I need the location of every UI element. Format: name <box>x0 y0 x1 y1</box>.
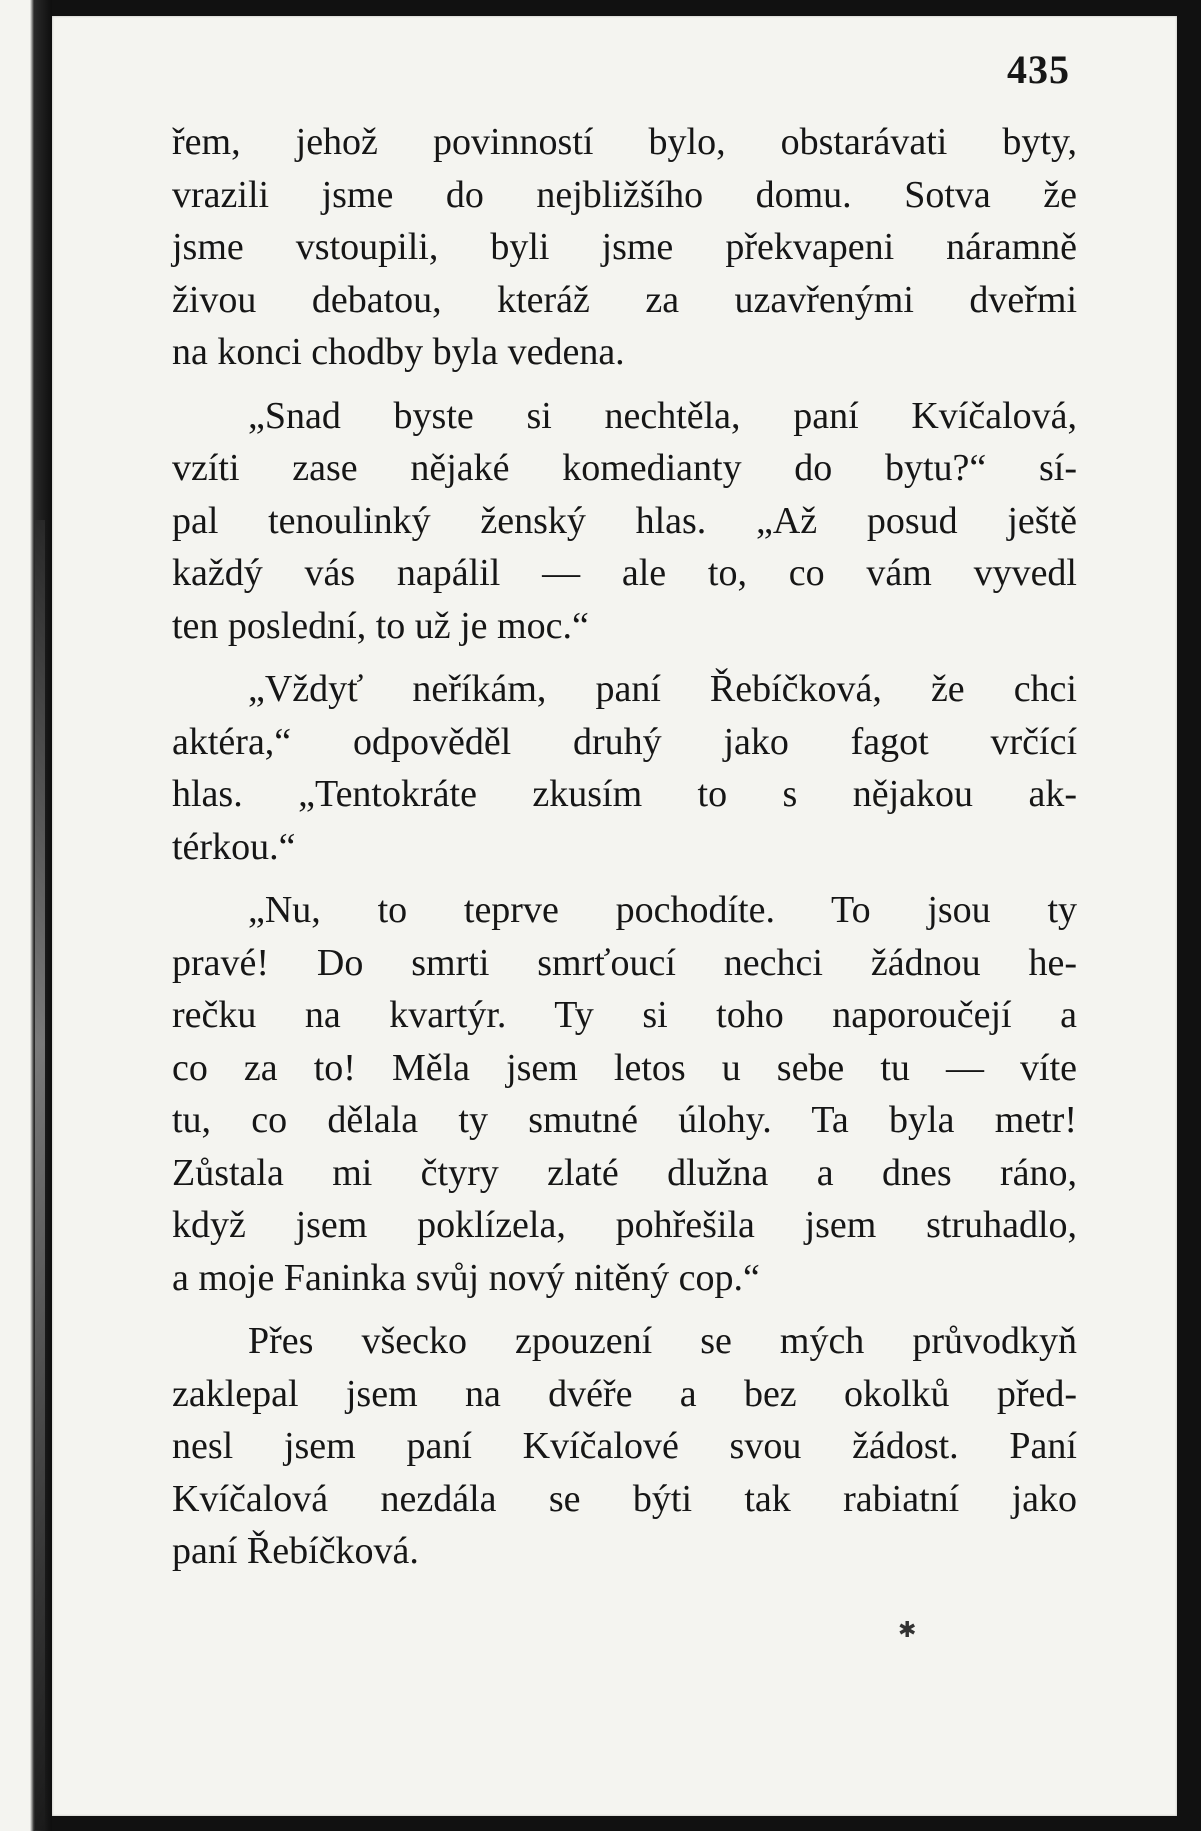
text-line: paní Řebíčková. <box>172 1530 419 1572</box>
text-line: „Vždyť neříkám, paní Řebíčková, že chci <box>248 668 1077 710</box>
text-line: Zůstala mi čtyry zlaté dlužna a dnes ráno, <box>172 1151 1077 1194</box>
text-line: ten poslední, to už je moc.“ <box>172 604 589 647</box>
text-line: rečku na kvartýr. Ty si toho naporoučejí a <box>172 994 1077 1036</box>
text-line: aktéra,“ odpověděl druhý jako fagot vrčící <box>172 720 1077 763</box>
text-line: pravé! Do smrti smrťoucí nechci žádnou he- <box>172 941 1077 984</box>
text-line: „Snad byste si nechtěla, paní Kvíčalová, <box>248 394 1077 437</box>
text-line: tu, co dělala ty smutné úlohy. Ta byla metr! <box>172 1099 1077 1141</box>
text-line: jsme vstoupili, byli jsme překvapeni náramně <box>172 226 1077 268</box>
stray-mark-icon: ✱ <box>898 1618 917 1643</box>
text-line: co za to! Měla jsem letos u sebe tu — víte <box>172 1046 1077 1089</box>
paragraph <box>172 1315 1077 1578</box>
text-line: Kvíčalová nezdála se býti tak rabiatní jako <box>172 1477 1077 1520</box>
text-line: na konci chodby byla vedena. <box>172 331 625 373</box>
paragraph <box>172 116 1077 379</box>
text-line: vrazili jsme do nejbližšího domu. Sotva že <box>172 173 1077 216</box>
paragraph <box>172 390 1077 653</box>
body-text <box>172 116 1077 1578</box>
book-page <box>52 16 1177 1816</box>
text-line: živou debatou, kteráž za uzavřenými dveřmi <box>172 278 1077 321</box>
binding-shadow <box>35 520 45 1830</box>
page-number: 435 <box>1007 47 1070 92</box>
text-line: když jsem poklízela, pohřešila jsem struhadlo, <box>172 1204 1077 1246</box>
text-line: zaklepal jsem na dvéře a bez okolků před- <box>172 1372 1077 1415</box>
text-line: térkou.“ <box>172 825 296 868</box>
text-line: a moje Faninka svůj nový nitěný cop.“ <box>172 1256 760 1299</box>
paragraph <box>172 884 1077 1304</box>
paragraph <box>172 663 1077 873</box>
text-line: „Nu, to teprve pochodíte. To jsou ty <box>248 889 1077 931</box>
text-line: každý vás napálil — ale to, co vám vyvedl <box>172 552 1077 594</box>
text-line: hlas. „Tentokráte zkusím to s nějakou ak- <box>172 773 1077 815</box>
text-line: vzíti zase nějaké komedianty do bytu?“ sí- <box>172 447 1077 489</box>
text-line: nesl jsem paní Kvíčalové svou žádost. Paní <box>172 1425 1077 1467</box>
text-line: pal tenoulinký ženský hlas. „Až posud ještě <box>172 499 1077 542</box>
text-line: řem, jehož povinností bylo, obstarávati byty, <box>172 121 1077 163</box>
text-line: Přes všecko zpouzení se mých průvodkyň <box>248 1320 1077 1362</box>
